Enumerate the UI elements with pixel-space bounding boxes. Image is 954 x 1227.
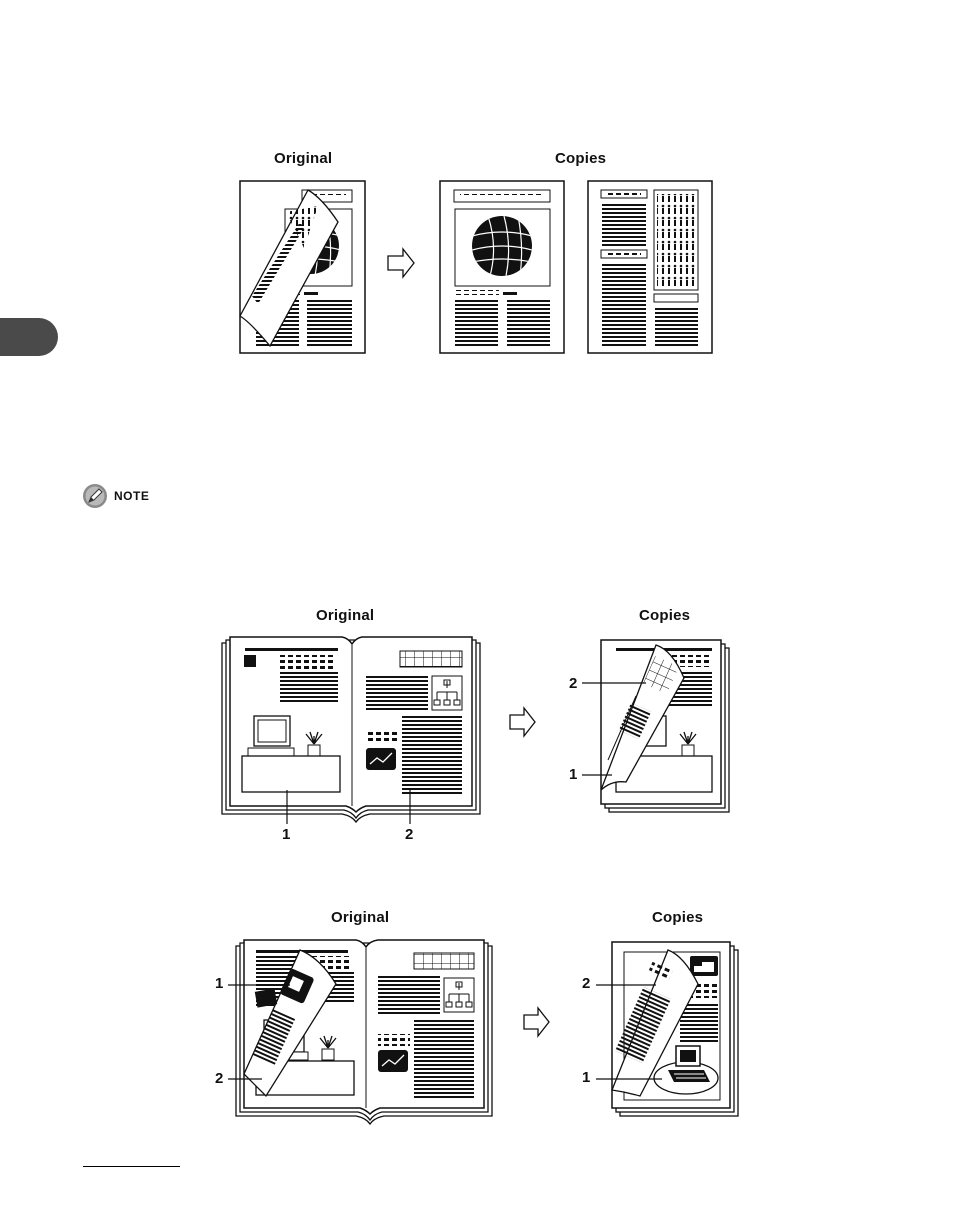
fig3-original-book — [228, 940, 492, 1124]
fig3-copies-label: Copies — [652, 909, 704, 926]
fig3-copy-callout-2: 2 — [582, 975, 591, 992]
arrow-icon — [388, 249, 414, 277]
fig2-copies-label: Copies — [639, 607, 691, 624]
fig1-copy-page-back — [588, 181, 712, 353]
fig2-copies-stack — [582, 640, 729, 812]
fig2-copy-callout-2: 2 — [569, 675, 578, 692]
fig1-copies-label: Copies — [555, 150, 607, 167]
fig2-copy-callout-1: 1 — [569, 766, 578, 783]
fig3-copies-stack — [596, 942, 738, 1116]
fig2-orig-callout-1: 1 — [282, 826, 291, 843]
fig1-copy-page-front — [440, 181, 564, 353]
fig2-original-book — [222, 637, 480, 824]
fig2-original-label: Original — [316, 607, 375, 624]
fig2-orig-callout-2: 2 — [405, 826, 414, 843]
arrow-icon — [510, 708, 535, 736]
fig3-orig-callout-2: 2 — [215, 1070, 224, 1087]
note-label: NOTE — [114, 489, 150, 503]
arrow-icon — [524, 1008, 549, 1036]
fig1-original-page — [240, 181, 365, 353]
fig3-original-label: Original — [331, 909, 390, 926]
fig1-original-label: Original — [274, 150, 333, 167]
fig3-copy-callout-1: 1 — [582, 1069, 591, 1086]
fig3-orig-callout-1: 1 — [215, 975, 224, 992]
